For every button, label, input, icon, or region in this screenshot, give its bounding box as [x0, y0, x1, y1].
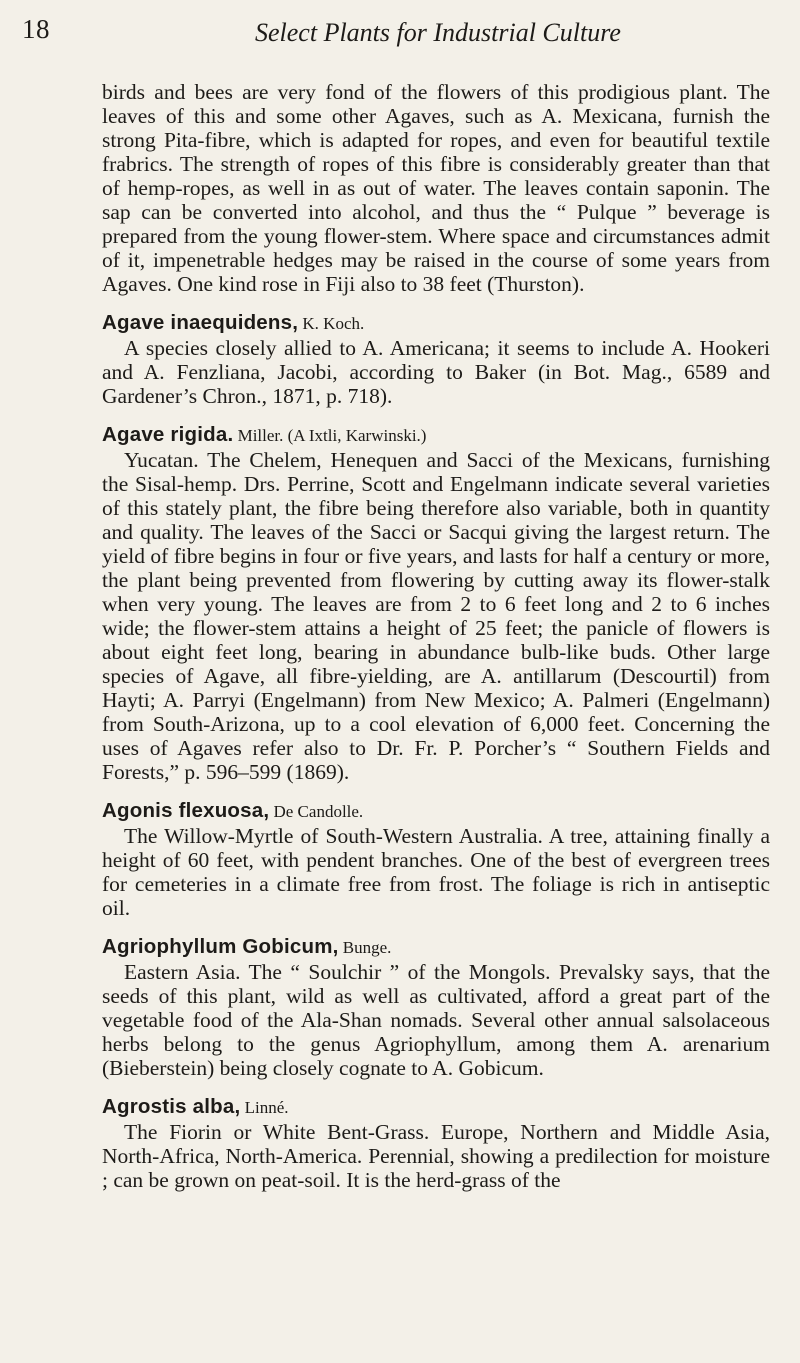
- entry-name: Agave rigida.: [102, 423, 234, 446]
- entry-agonis-flexuosa: [102, 798, 770, 920]
- entry-heading: [102, 1094, 770, 1120]
- page-body: [102, 80, 770, 1192]
- entry-agriophyllum-gobicum: [102, 934, 770, 1080]
- entry-heading: [102, 422, 770, 448]
- entry-author: De Candolle.: [269, 802, 364, 821]
- entry-agave-rigida: [102, 422, 770, 784]
- entry-name: Agriophyllum Gobicum,: [102, 935, 339, 958]
- entry-text: The Fiorin or White Bent-Grass. Europe, Northern and Middle Asia, North-Africa, North-America. Perennial, showing a predilection for moisture ; can be grown on peat-soil. It is the herd-grass of the: [102, 1120, 770, 1192]
- entry-heading: [102, 310, 770, 336]
- entry-author: Linné.: [240, 1098, 289, 1117]
- intro-paragraph: birds and bees are very fond of the flowers of this prodigious plant. The leaves of this and some other Agaves, such as A. Mexicana, furnish the strong Pita-fibre, which is adapted for ropes, and even for beautiful textile frabrics. The strength of ropes of this fibre is considerably greater than that of hemp-ropes, as well in as out of water. The leaves contain saponin. The sap can be converted into alcohol, and thus the “ Pulque ” beverage is prepared from the young flower-stem. Where space and circumstances admit of it, impenetrable hedges may be raised in the course of some years from Agaves. One kind rose in Fiji also to 38 feet (Thurston).: [102, 80, 770, 296]
- page-header: [22, 8, 760, 48]
- entry-heading: [102, 798, 770, 824]
- entry-text: A species closely allied to A. Americana; it seems to include A. Hookeri and A. Fenzliana, Jacobi, according to Baker (in Bot. Mag., 6589 and Gardener’s Chron., 1871, p. 718).: [102, 336, 770, 408]
- entry-author: K. Koch.: [298, 314, 365, 333]
- entry-text: The Willow-Myrtle of South-Western Australia. A tree, attaining finally a height of 60 feet, with pendent branches. One of the best of evergreen trees for cemeteries in a climate free from frost. The foliage is rich in antiseptic oil.: [102, 824, 770, 920]
- entry-name: Agonis flexuosa,: [102, 799, 270, 822]
- entry-text: Eastern Asia. The “ Soulchir ” of the Mongols. Prevalsky says, that the seeds of this plant, wild as well as cultivated, afford a great part of the vegetable food of the Ala-Shan nomads. Several other annual salsolaceous herbs belong to the genus Agriophyllum, among them A. arenarium (Bieberstein) being closely cognate to A. Gobicum.: [102, 960, 770, 1080]
- entry-agave-inaequidens: [102, 310, 770, 408]
- entry-name: Agave inaequidens,: [102, 311, 299, 334]
- entry-heading: [102, 934, 770, 960]
- entry-text: Yucatan. The Chelem, Henequen and Sacci of the Mexicans, furnishing the Sisal-hemp. Drs. Perrine, Scott and Engelmann indicate several varieties of this stately plant, the fibre being therefore also variable, both in quantity and quality. The leaves of the Sacci or Sacqui giving the largest return. The yield of fibre begins in four or five years, and lasts for half a century or more, the plant being prevented from flowering by cutting away its flower-stalk when very young. The leaves are from 2 to 6 feet long and 2 to 6 inches wide; the flower-stem attains a height of 25 feet; the panicle of flowers is about eight feet long, bearing in abundance bulb-like buds. Other large species of Agave, all fibre-yielding, are A. antillarum (Descourtil) from Hayti; A. Parryi (Engelmann) from New Mexico; A. Palmeri (Engelmann) from South-Arizona, up to a cool elevation of 6,000 feet. Concerning the uses of Agaves refer also to Dr. Fr. P. Porcher’s “ Southern Fields and Forests,” p. 596–599 (1869).: [102, 448, 770, 784]
- entry-author: Miller. (A Ixtli, Karwinski.): [233, 426, 427, 445]
- entry-author: Bunge.: [338, 938, 392, 957]
- running-title: Select Plants for Industrial Culture: [255, 18, 621, 47]
- page-number: 18: [22, 14, 50, 44]
- entry-name: Agrostis alba,: [102, 1095, 241, 1118]
- entry-agrostis-alba: [102, 1094, 770, 1192]
